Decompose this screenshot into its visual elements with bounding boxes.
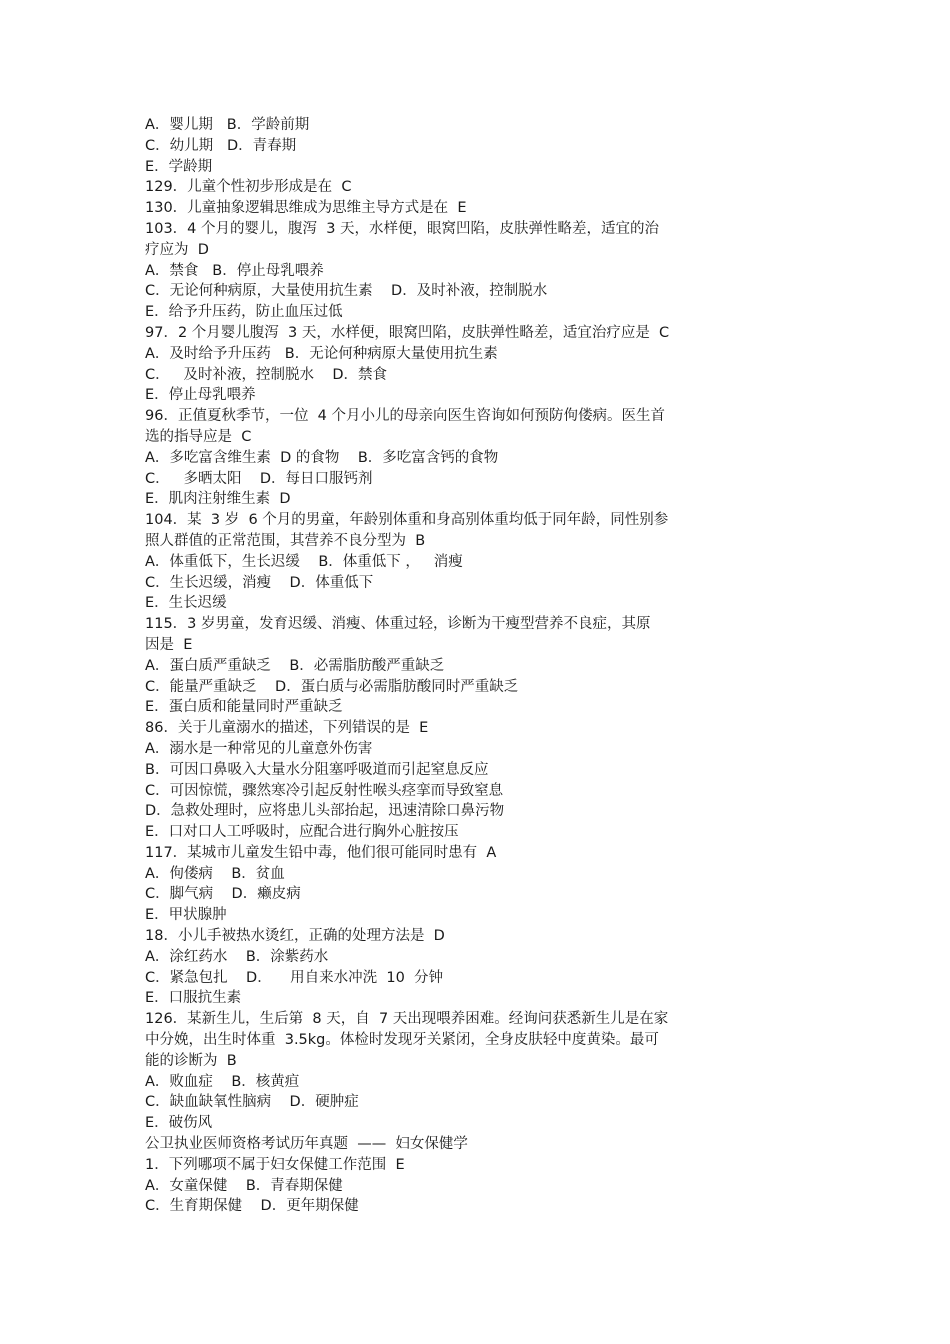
text-line: E．给予升压药，防止血压过低 (145, 304, 343, 321)
text-line: E．肌肉注射维生素 D (145, 491, 291, 508)
text-line: E．破伤风 (145, 1115, 213, 1132)
text-line: C．可因惊慌，骤然寒冷引起反射性喉头痉挛而导致窒息 (145, 782, 504, 799)
text-line: C．脚气病 D．癞皮病 (145, 886, 301, 903)
text-line: E．口服抗生素 (145, 990, 242, 1007)
text-line: 97．2 个月婴儿腹泻 3 天，水样便，眼窝凹陷，皮肤弹性略差，适宜治疗应是 C (145, 324, 670, 341)
text-line: C．生育期保健 D．更年期保健 (145, 1198, 359, 1215)
text-line: 选的指导应是 C (145, 428, 252, 445)
text-line: C．幼儿期 D．青春期 (145, 137, 297, 154)
text-line: C．生长迟缓，消瘦 D．体重低下 (145, 574, 374, 591)
text-line: 照人群值的正常范围，其营养不良分型为 B (145, 532, 426, 549)
text-line: E．甲状腺肿 (145, 907, 227, 924)
text-line: 117．某城市儿童发生铅中毒，他们很可能同时患有 A (145, 844, 497, 861)
text-line: A．婴儿期 B．学龄前期 (145, 117, 310, 133)
text-line: 1．下列哪项不属于妇女保健工作范围 E (145, 1156, 405, 1173)
text-line: E．口对口人工呼吸时，应配合进行胸外心脏按压 (145, 824, 459, 841)
text-line: 公卫执业医师资格考试历年真题 —— 妇女保健学 (145, 1136, 468, 1153)
text-line: 因是 E (145, 636, 193, 653)
text-line: 86．关于儿童溺水的描述，下列错误的是 E (145, 720, 429, 737)
text-line: A．蛋白质严重缺乏 B．必需脂肪酸严重缺乏 (145, 657, 445, 674)
text-line: A．及时给予升压药 B．无论何种病原大量使用抗生素 (145, 345, 498, 362)
text-line: 96．正值夏秋季节，一位 4 个月小儿的母亲向医生咨询如何预防佝偻病。医生首 (145, 408, 666, 425)
text-line: A．涂红药水 B．涂紫药水 (145, 948, 329, 965)
text-line: A．女童保健 B．青春期保健 (145, 1177, 343, 1194)
text-line: E．学龄期 (145, 158, 213, 175)
text-line: E．蛋白质和能量同时严重缺乏 (145, 699, 343, 716)
text-line: 126．某新生儿，生后第 8 天，自 7 天出现喂养困难。经询问获悉新生儿是在家 (145, 1011, 669, 1028)
text-line: 130．儿童抽象逻辑思维成为思维主导方式是在 E (145, 200, 467, 217)
text-line: 18．小儿手被热水烫红，正确的处理方法是 D (145, 928, 445, 945)
text-line: C．紧急包扎 D． 用自来水冲洗 10 分钟 (145, 969, 444, 986)
text-line: C． 多晒太阳 D．每日口服钙剂 (145, 470, 373, 487)
text-line: C．能量严重缺乏 D．蛋白质与必需脂肪酸同时严重缺乏 (145, 678, 519, 695)
text-line: A．佝偻病 B．贫血 (145, 865, 285, 882)
text-line: A．败血症 B．核黄疸 (145, 1073, 300, 1090)
text-line: 129．儿童个性初步形成是在 C (145, 179, 352, 196)
text-line: A．溺水是一种常见的儿童意外伤害 (145, 740, 373, 757)
text-line: A．多吃富含维生素 D 的食物 B．多吃富含钙的食物 (145, 449, 499, 466)
text-line: 104．某 3 岁 6 个月的男童，年龄别体重和身高别体重均低于同年龄，同性别参 (145, 512, 669, 529)
text-line: A．体重低下，生长迟缓 B．体重低下 ， 消瘦 (145, 553, 463, 570)
text-line: C． 及时补液，控制脱水 D．禁食 (145, 366, 388, 383)
text-line: 能的诊断为 B (145, 1052, 237, 1069)
text-line: C．无论何种病原，大量使用抗生素 D．及时补液，控制脱水 (145, 283, 548, 300)
text-line: A．禁食 B．停止母乳喂养 (145, 262, 324, 279)
text-line: C．缺血缺氧性脑病 D．硬肿症 (145, 1094, 359, 1111)
text-line: B．可因口鼻吸入大量水分阻塞呼吸道而引起窒息反应 (145, 761, 489, 778)
text-line: E．生长迟缓 (145, 595, 227, 612)
text-line: D．急救处理时，应将患儿头部抬起，迅速清除口鼻污物 (145, 803, 505, 820)
text-line: E．停止母乳喂养 (145, 387, 256, 404)
text-line: 中分娩，出生时体重 3.5kg。体检时发现牙关紧闭，全身皮肤轻中度黄染。最可 (145, 1032, 659, 1049)
text-line: 115．3 岁男童，发育迟缓、消瘦、体重过轻，诊断为干瘦型营养不良症，其原 (145, 616, 651, 633)
text-line: 103．4 个月的婴儿，腹泻 3 天，水样便，眼窝凹陷，皮肤弹性略差，适宜的治 (145, 220, 660, 237)
document-body (145, 115, 745, 1217)
text-line: 疗应为 D (145, 241, 209, 258)
